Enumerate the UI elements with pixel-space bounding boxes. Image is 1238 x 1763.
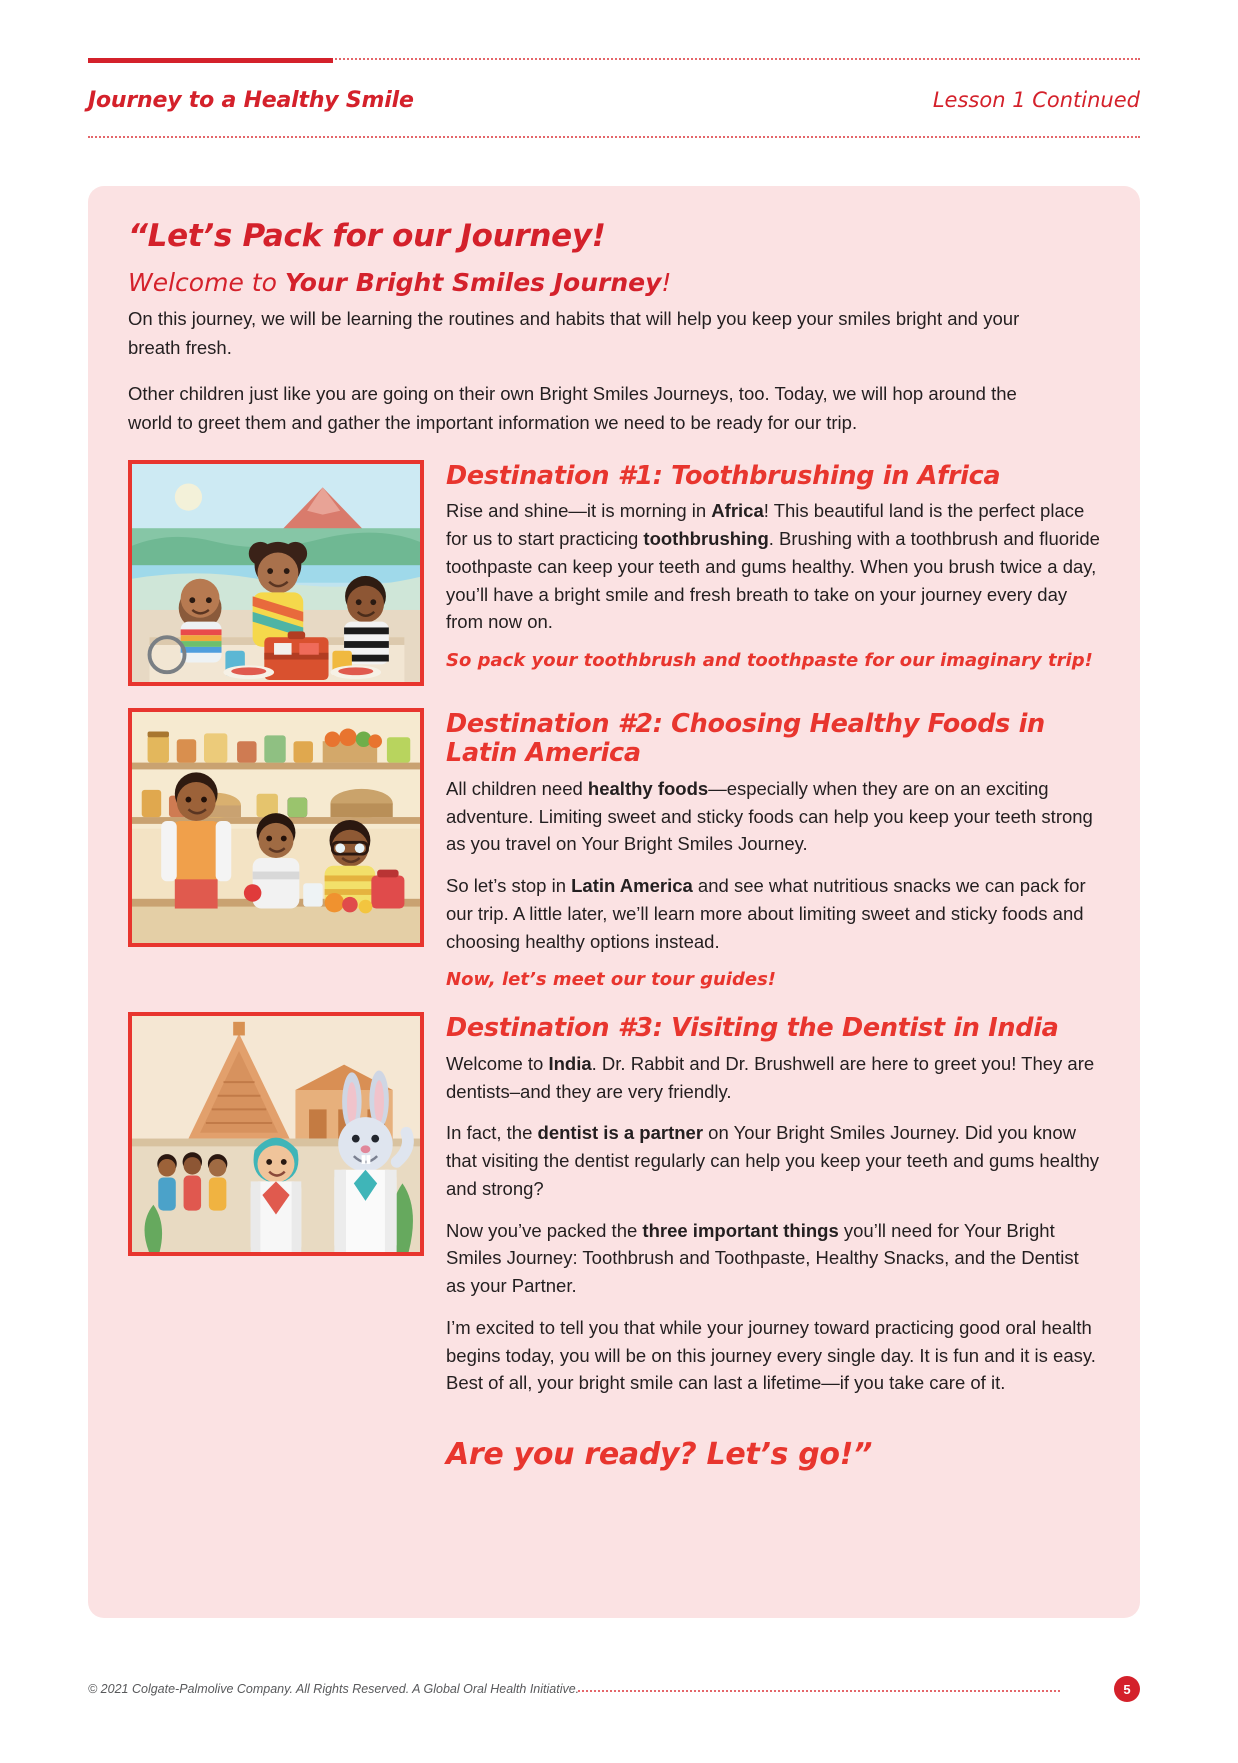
page-header bbox=[88, 58, 1140, 140]
paragraph: Now you’ve packed the three important things you’ll need for Your Bright Smiles Journey: Toothbrush and Toothpaste, Healthy Snacks, and the Dentist as your Partner. bbox=[446, 1219, 1079, 1297]
header-top-rule bbox=[88, 58, 1140, 62]
page-footer bbox=[88, 1676, 1140, 1706]
welcome-suffix: ! bbox=[661, 268, 672, 297]
paragraph: All children need healthy foods—especially when they are on an exciting adventure. Limiting sweet and sticky foods can help you keep your teeth strong as you travel on Your Bright Smiles Journey. bbox=[446, 777, 1093, 855]
content-panel bbox=[88, 186, 1140, 1618]
destination-2-cta: Now, let’s meet our tour guides! bbox=[446, 969, 776, 991]
destination-3-paragraphs bbox=[446, 1050, 1100, 1397]
africa-toothbrushing-illustration bbox=[128, 460, 424, 686]
latin-america-healthy-foods-illustration bbox=[128, 708, 424, 947]
panel-content bbox=[128, 218, 1100, 1472]
destination-1-cta: So pack your toothbrush and toothpaste for our imaginary trip! bbox=[446, 650, 1093, 672]
closing-call-to-action: Are you ready? Let’s go!” bbox=[446, 1437, 873, 1473]
section-heading: “Let’s Pack for our Journey! bbox=[128, 218, 606, 254]
welcome-line bbox=[128, 268, 1100, 297]
paragraph: Rise and shine—it is morning in Africa! This beautiful land is the perfect place for us to start practicing toothbrushing. Brushing with a toothbrush and fluoride toothpaste can keep your teeth and gums healthy. When you brush twice a day, you’ll have a bright smile and fresh breath to take on your journey every day from now on. bbox=[446, 500, 1100, 633]
welcome-bold: Your Bright Smiles Journey bbox=[284, 268, 662, 297]
destination-1-text bbox=[446, 460, 1100, 671]
paragraph: Welcome to India. Dr. Rabbit and Dr. Brushwell are here to greet you! They are dentists–and they are very friendly. bbox=[446, 1052, 1095, 1102]
destination-block-1 bbox=[128, 460, 1100, 686]
destination-3-title: Destination #3: Visiting the Dentist in India bbox=[446, 1013, 1059, 1044]
lesson-label: Lesson 1 Continued bbox=[932, 88, 1140, 112]
page-title: Journey to a Healthy Smile bbox=[88, 88, 414, 113]
intro-paragraph-1: On this journey, we will be learning the routines and habits that will help you keep your smiles bright and your breath fresh. bbox=[128, 308, 1020, 358]
india-dentist-illustration bbox=[128, 1012, 424, 1256]
paragraph: So let’s stop in Latin America and see what nutritious snacks we can pack for our trip. A little later, we’ll learn more about limiting sweet and sticky foods and choosing healthy options instead. bbox=[446, 875, 1086, 952]
header-bottom-rule bbox=[88, 136, 1140, 138]
destination-block-2 bbox=[128, 708, 1100, 991]
welcome-prefix: Welcome to bbox=[128, 268, 285, 297]
paragraph: In fact, the dentist is a partner on Your Bright Smiles Journey. Did you know that visiting the dentist regularly can help you keep your teeth and gums healthy and strong? bbox=[446, 1122, 1100, 1199]
page-number-badge: 5 bbox=[1114, 1676, 1140, 1702]
destination-1-paragraphs bbox=[446, 497, 1100, 636]
destination-block-3 bbox=[128, 1012, 1100, 1411]
destination-2-text bbox=[446, 708, 1100, 991]
intro-paragraph-2: Other children just like you are going on their own Bright Smiles Journeys, too. Today, we will hop around the world to greet them and gather the important information we need to be ready for our trip. bbox=[128, 383, 1017, 434]
destination-2-paragraphs bbox=[446, 775, 1100, 956]
paragraph: I’m excited to tell you that while your journey toward practicing good oral health begins today, you will be on this journey every single day. It is fun and it is easy. Best of all, your bright smile can last a lifetime—if you take care of it. bbox=[446, 1316, 1096, 1394]
destination-1-title: Destination #1: Toothbrushing in Africa bbox=[446, 460, 1001, 491]
footer-dotted-rule bbox=[578, 1690, 1060, 1692]
destination-3-text bbox=[446, 1012, 1100, 1411]
destination-2-title: Destination #2: Choosing Healthy Foods in Latin America bbox=[446, 708, 1045, 769]
copyright-text: © 2021 Colgate-Palmolive Company. All Rights Reserved. A Global Oral Health Initiative. bbox=[88, 1682, 580, 1696]
